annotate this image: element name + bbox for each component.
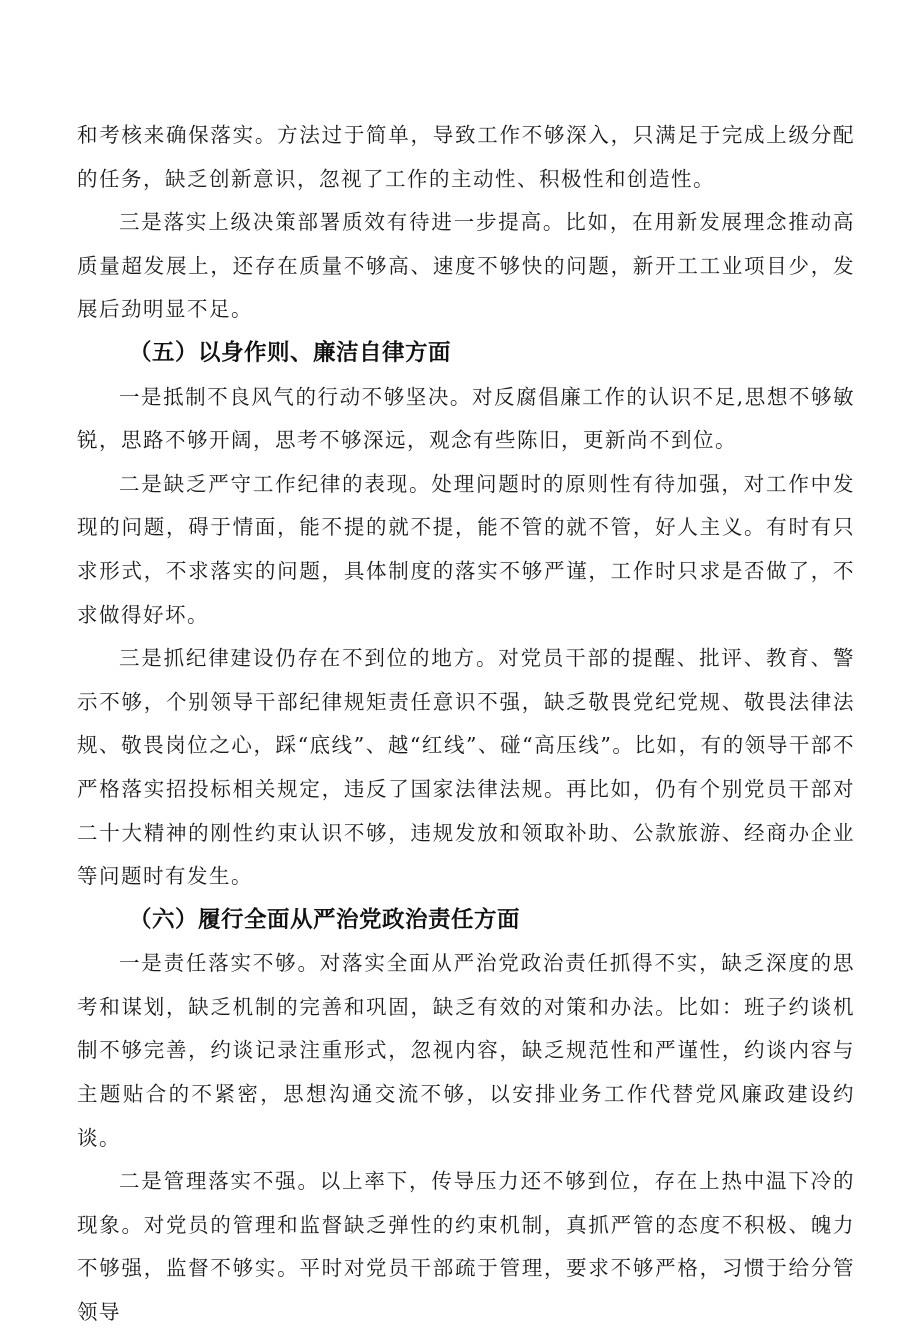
paragraph-responsibility: 一是责任落实不够。对落实全面从严治党政治责任抓得不实，缺乏深度的思考和谋划，缺乏机制的完善和巩固，缺乏有效的对策和办法。比如：班子约谈机制不够完善，约谈记录注重形式，忽视内容，缺乏规范性和严谨性，约谈内容与主题贴合的不紧密，思想沟通交流不够，以安排业务工作代替党风廉政建设约谈。 bbox=[77, 951, 855, 1150]
paragraph-implementation-quality: 三是落实上级决策部署质效有待进一步提高。比如，在用新发展理念推动高质量超发展上，还存在质量不够高、速度不够快的问题，新开工工业项目少，发展后劲明显不足。 bbox=[77, 210, 855, 322]
paragraph-continuation: 和考核来确保落实。方法过于简单，导致工作不够深入，只满足于完成上级分配的任务，缺乏创新意识，忽视了工作的主动性、积极性和创造性。 bbox=[77, 123, 855, 191]
paragraph-work-discipline: 二是缺乏严守工作纪律的表现。处理问题时的原则性有待加强，对工作中发现的问题，碍于情面，能不提的就不提，能不管的就不管，好人主义。有时有只求形式，不求落实的问题，具体制度的落实不够严谨，工作时只求是否做了，不求做得好坏。 bbox=[77, 471, 855, 627]
section-heading-six: （六）履行全面从严治党政治责任方面 bbox=[129, 906, 521, 933]
document-body bbox=[77, 114, 855, 1335]
section-heading-five: （五）以身作则、廉洁自律方面 bbox=[129, 339, 452, 366]
paragraph-discipline-building: 三是抓纪律建设仍存在不到位的地方。对党员干部的提醒、批评、教育、警示不够，个别领导干部纪律规矩责任意识不强，缺乏敬畏党纪党规、敬畏法律法规、敬畏岗位之心，踩“底线”、越“红线”、碰“高压线”。比如，有的领导干部不严格落实招投标相关规定，违反了国家法律法规。再比如，仍有个别党员干部对二十大精神的刚性约束认识不够，违规发放和领取补助、公款旅游、经商办企业等问题时有发生。 bbox=[77, 646, 855, 889]
paragraph-management: 二是管理落实不强。以上率下，传导压力还不够到位，存在上热中温下冷的现象。对党员的管理和监督缺乏弹性的约束机制，真抓严管的态度不积极、魄力不够强，监督不够实。平时对党员干部疏于管理，要求不够严格，习惯于给分管领导 bbox=[77, 1169, 855, 1325]
paragraph-resist-bad-practices: 一是抵制不良风气的行动不够坚决。对反腐倡廉工作的认识不足,思想不够敏锐，思路不够开阔，思考不够深远，观念有些陈旧，更新尚不到位。 bbox=[77, 384, 855, 453]
